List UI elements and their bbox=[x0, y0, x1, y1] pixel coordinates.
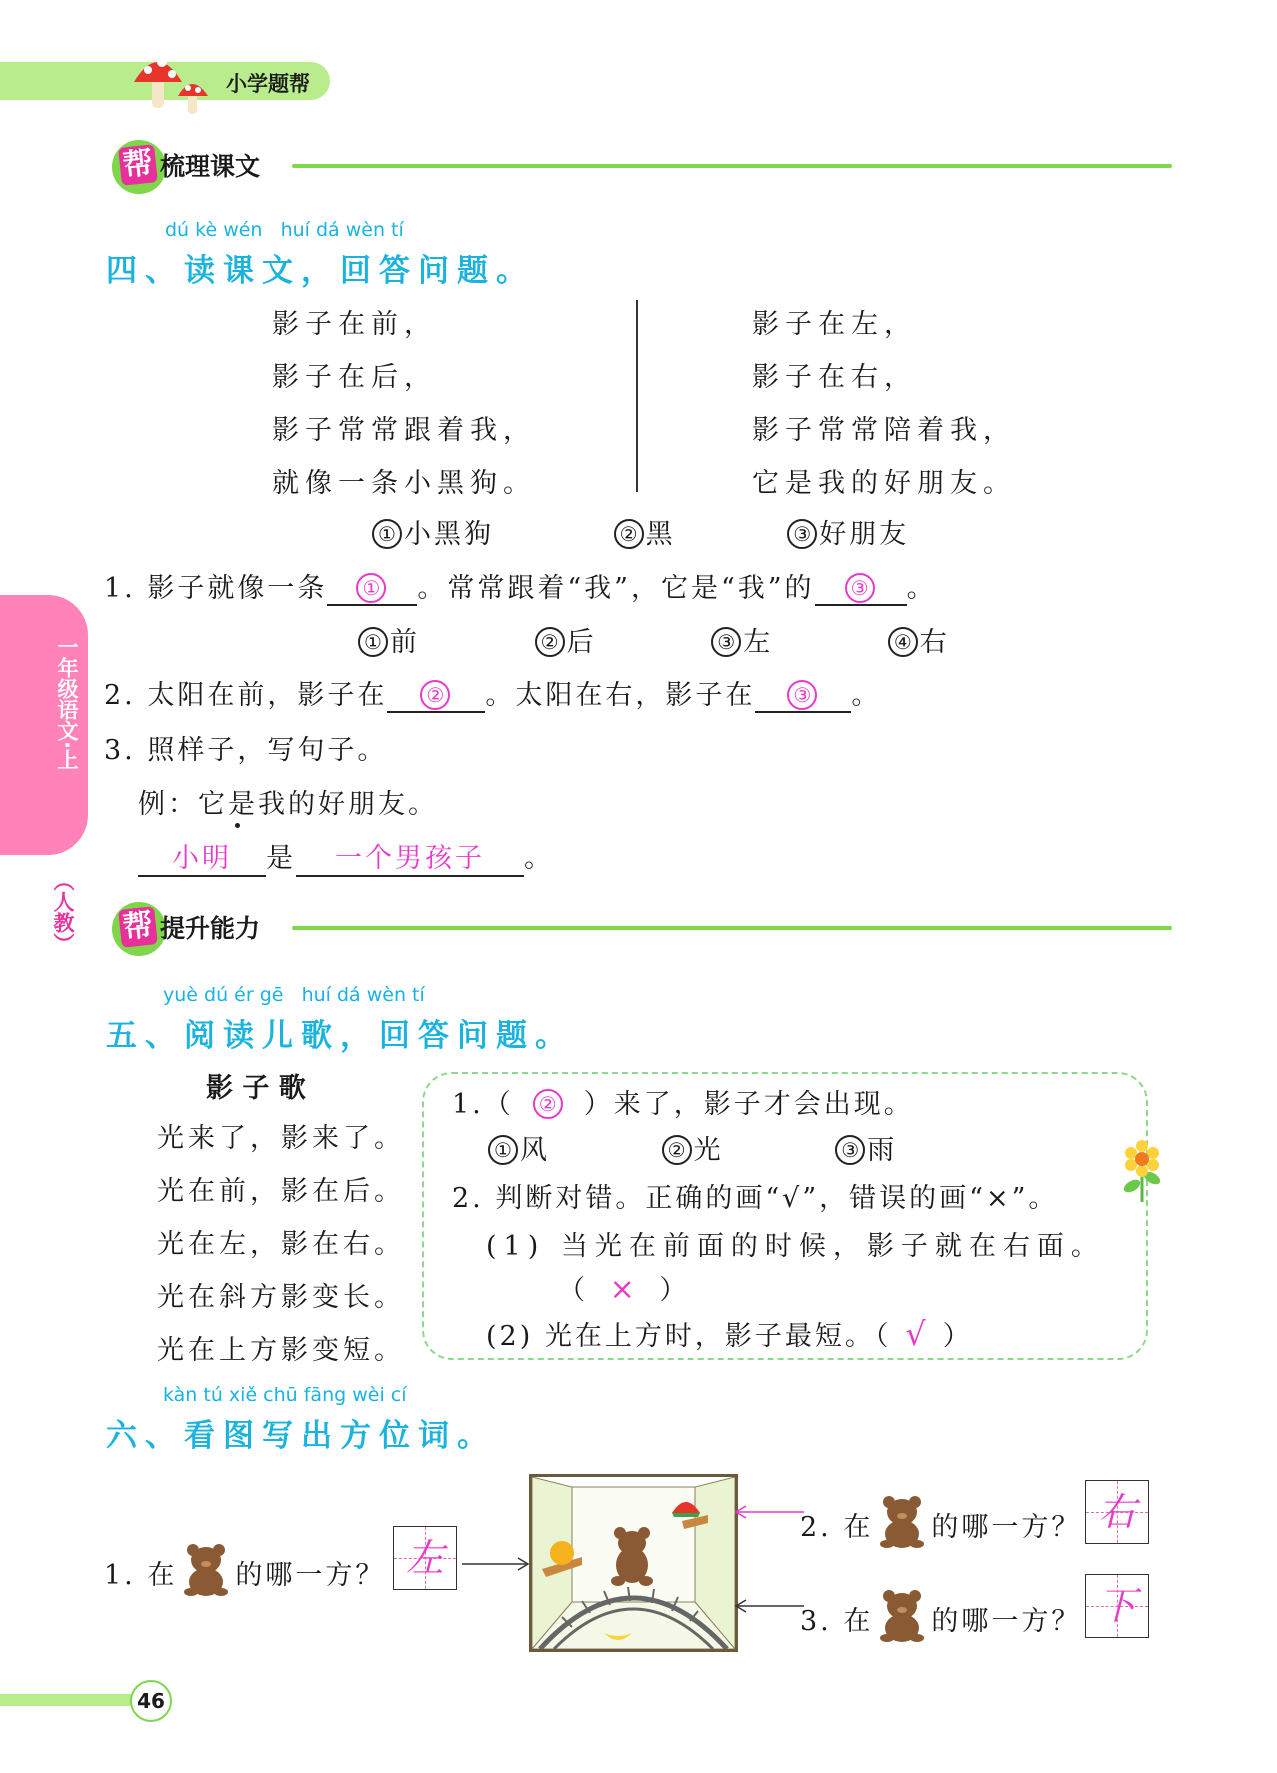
song-title: 影 子 歌 bbox=[206, 1073, 306, 1104]
option-text: 前 bbox=[390, 627, 420, 658]
option-1 bbox=[372, 512, 602, 551]
badge-char: 帮 bbox=[118, 906, 158, 948]
section-title: 梳理课文 bbox=[160, 152, 261, 181]
song-line: 光在左，影在右。 bbox=[157, 1229, 405, 1260]
q4-3-mid: 是 bbox=[266, 843, 296, 874]
q4-1-blank-1[interactable] bbox=[327, 573, 417, 606]
q6-item-3-text-a: 3. 在 bbox=[800, 1606, 874, 1637]
emphasis-dot bbox=[235, 823, 240, 828]
q6-item-1 bbox=[104, 1542, 385, 1603]
q6-pinyin: kàn tú xiě chū fāng wèi cí bbox=[163, 1384, 407, 1406]
arrow-left bbox=[734, 1598, 804, 1617]
q5-1-options bbox=[488, 1128, 897, 1167]
poem-line: 影子在后， bbox=[272, 362, 437, 393]
section-divider bbox=[292, 926, 1172, 930]
option-text: 后 bbox=[566, 627, 597, 658]
option-number: ① bbox=[372, 519, 402, 549]
q4-3-label: 3. 照样子，写句子。 bbox=[104, 735, 388, 766]
answer-char: 下 bbox=[1097, 1584, 1136, 1628]
q4-1-text-c: 。 bbox=[906, 573, 937, 604]
q4-1-text-a: 1. 影子就像一条 bbox=[104, 573, 328, 604]
q6-item-2-text-a: 2. 在 bbox=[800, 1512, 874, 1543]
song-line: 光在上方影变短。 bbox=[157, 1335, 405, 1366]
side-tab-grade: 一年级语文·上 bbox=[55, 636, 79, 770]
q4-3-example: 例：它是我的好朋友。 bbox=[138, 789, 438, 820]
option-number: ④ bbox=[888, 627, 918, 657]
q4-pinyin: dú kè wén huí dá wèn tí bbox=[165, 219, 404, 241]
song-line: 光在斜方影变长。 bbox=[157, 1282, 405, 1313]
q5-1-open: 1.（ bbox=[452, 1089, 514, 1120]
option-2 bbox=[662, 1128, 824, 1167]
bear-icon bbox=[183, 1542, 229, 1603]
bear-icon bbox=[879, 1494, 925, 1555]
q4-3-end: 。 bbox=[524, 843, 554, 874]
options-row-1 bbox=[372, 512, 909, 551]
q4-2 bbox=[104, 673, 881, 713]
answer-number: ② bbox=[533, 1089, 563, 1119]
answer-char: 右 bbox=[1097, 1490, 1136, 1534]
option-text: 左 bbox=[743, 627, 774, 658]
option-number: ② bbox=[535, 627, 565, 657]
answer-number: ① bbox=[356, 573, 386, 603]
option-number: ③ bbox=[711, 627, 741, 657]
option-3 bbox=[711, 620, 876, 659]
option-text: 雨 bbox=[867, 1135, 898, 1166]
q5-2-1: (1) 当光在前面的时候，影子就在右面。 bbox=[486, 1231, 1105, 1262]
option-text: 光 bbox=[693, 1135, 724, 1166]
poem-line: 影子常常跟着我， bbox=[272, 415, 536, 446]
poem-line: 影子在右， bbox=[752, 362, 917, 393]
badge-char: 帮 bbox=[118, 144, 158, 186]
q4-1-text-b: 。常常跟着“我”，它是“我”的 bbox=[417, 573, 815, 604]
q5-1-answer-slot[interactable] bbox=[514, 1089, 584, 1120]
poem-divider bbox=[636, 300, 638, 492]
q4-2-blank-1[interactable] bbox=[387, 680, 485, 713]
option-3 bbox=[835, 1135, 897, 1166]
poem-line: 影子在左， bbox=[752, 309, 917, 340]
brand-label: 小学题帮 bbox=[226, 72, 310, 96]
option-2 bbox=[614, 512, 776, 551]
answer-number: ② bbox=[420, 680, 450, 710]
option-number: ③ bbox=[835, 1135, 865, 1165]
poem-line: 它是我的好朋友。 bbox=[752, 468, 1016, 499]
q4-2-text-b: 。太阳在右，影子在 bbox=[485, 680, 756, 711]
q5-title: 五、阅读儿歌，回答问题。 bbox=[106, 1018, 574, 1054]
section-header-1 bbox=[120, 146, 260, 184]
answer-mark[interactable]: √ bbox=[905, 1315, 929, 1353]
options-row-2 bbox=[358, 620, 950, 659]
section-divider bbox=[292, 164, 1172, 168]
q5-2-2-end: ） bbox=[942, 1321, 973, 1352]
answer-number: ③ bbox=[787, 680, 817, 710]
song-line: 光来了，影来了。 bbox=[157, 1123, 405, 1154]
q5-2-2-text: (2) 光在上方时，影子最短。（ bbox=[486, 1321, 892, 1352]
q4-title: 四、读课文，回答问题。 bbox=[106, 253, 535, 289]
answer-box-2[interactable] bbox=[1085, 1480, 1149, 1544]
side-tab-edition: （人教） bbox=[51, 870, 75, 954]
q5-2-label: 2. 判断对错。正确的画“√”，错误的画“×”。 bbox=[452, 1183, 1059, 1214]
option-number: ② bbox=[662, 1135, 692, 1165]
option-text: 小黑狗 bbox=[404, 519, 494, 550]
song-line: 光在前，影在后。 bbox=[157, 1176, 405, 1207]
bear-icon bbox=[879, 1588, 925, 1649]
q4-1-blank-2[interactable] bbox=[815, 573, 907, 606]
q4-2-text-a: 2. 太阳在前，影子在 bbox=[104, 680, 388, 711]
q6-item-3 bbox=[800, 1588, 1081, 1649]
section-title: 提升能力 bbox=[160, 914, 261, 943]
option-4 bbox=[888, 627, 950, 658]
arrow-left-pink bbox=[734, 1504, 804, 1523]
option-number: ③ bbox=[787, 519, 817, 549]
answer-number: ③ bbox=[845, 573, 875, 603]
option-2 bbox=[535, 620, 700, 659]
option-3 bbox=[787, 519, 909, 550]
option-number: ① bbox=[488, 1135, 518, 1165]
mushroom-icon bbox=[130, 48, 220, 122]
q5-2-1-answer[interactable]: （ × ） bbox=[558, 1272, 690, 1307]
answer-char: 左 bbox=[405, 1536, 444, 1580]
poem-line: 影子在前， bbox=[272, 309, 437, 340]
q6-title: 六、看图写出方位词。 bbox=[106, 1418, 496, 1454]
q4-1 bbox=[104, 566, 937, 606]
arrow-right bbox=[462, 1556, 530, 1575]
page-number: 46 bbox=[130, 1680, 172, 1722]
q4-2-blank-2[interactable] bbox=[755, 680, 851, 713]
song-body bbox=[157, 1112, 405, 1377]
q6-item-2-text-b: 的哪一方？ bbox=[931, 1512, 1082, 1543]
q4-3-blank-1[interactable]: 小明 bbox=[138, 836, 266, 877]
q4-3-answer bbox=[138, 836, 554, 877]
q6-item-1-text-b: 的哪一方？ bbox=[235, 1560, 386, 1591]
option-text: 右 bbox=[919, 627, 950, 658]
q4-2-text-c: 。 bbox=[851, 680, 882, 711]
poem-left bbox=[272, 298, 536, 510]
option-1 bbox=[358, 620, 523, 659]
option-text: 风 bbox=[520, 1135, 550, 1166]
q6-item-3-text-b: 的哪一方？ bbox=[931, 1606, 1082, 1637]
poem-right bbox=[752, 298, 1016, 510]
scene-picture bbox=[529, 1474, 738, 1652]
option-text: 好朋友 bbox=[819, 519, 910, 550]
option-number: ② bbox=[614, 519, 644, 549]
option-text: 黑 bbox=[645, 519, 676, 550]
q5-1 bbox=[452, 1082, 914, 1121]
option-number: ① bbox=[358, 627, 388, 657]
poem-line: 就像一条小黑狗。 bbox=[272, 468, 536, 499]
q5-2-2 bbox=[486, 1314, 973, 1353]
footer-bar bbox=[0, 1694, 140, 1706]
option-1 bbox=[488, 1128, 650, 1167]
answer-box-3[interactable] bbox=[1085, 1574, 1149, 1638]
q6-item-2 bbox=[800, 1494, 1081, 1555]
q5-1-text: ）来了，影子才会出现。 bbox=[583, 1089, 914, 1120]
q5-pinyin: yuè dú ér gē huí dá wèn tí bbox=[163, 984, 425, 1006]
poem-line: 影子常常陪着我， bbox=[752, 415, 1016, 446]
answer-box-1[interactable] bbox=[393, 1526, 457, 1590]
q6-item-1-text-a: 1. 在 bbox=[104, 1560, 178, 1591]
answer-mark: × bbox=[609, 1272, 638, 1307]
q4-3-blank-2[interactable]: 一个男孩子 bbox=[296, 836, 524, 877]
section-header-2 bbox=[120, 908, 260, 946]
flower-icon bbox=[1120, 1140, 1164, 1208]
